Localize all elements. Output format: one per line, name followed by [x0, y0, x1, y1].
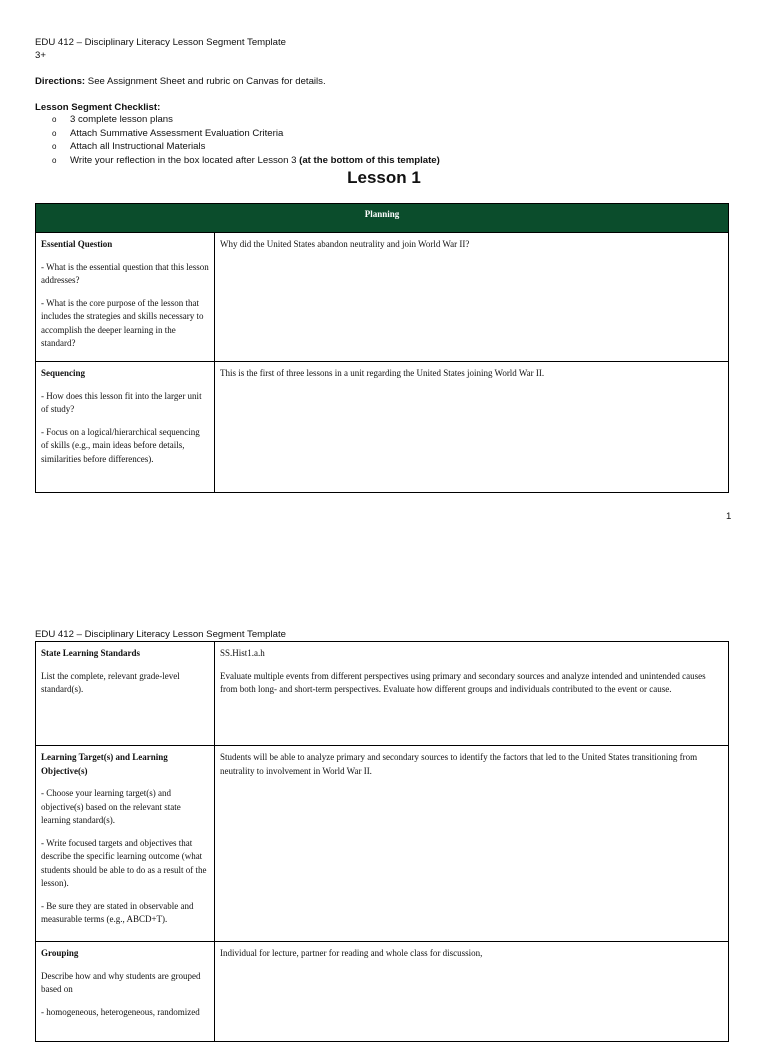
table-row [36, 942, 729, 1042]
directions-label: Directions: [35, 76, 86, 87]
document-header [35, 36, 286, 62]
document-title: EDU 412 – Disciplinary Literacy Lesson Segment Template [35, 37, 286, 48]
standard-text: Evaluate multiple events from different perspectives using primary and secondary sources and analyze intended and unintended causes from both long- and short-term perspectives. Evaluate how different groups and individuals contributed to the event or cause. [220, 670, 706, 694]
planning-table [35, 203, 729, 493]
standard-code: SS.Hist1.a.h [220, 648, 265, 658]
list-item: o 3 complete lesson plans [52, 114, 173, 125]
row-label: Grouping [41, 948, 79, 958]
row-label-cell [36, 362, 215, 493]
row-prompt: - What is the core purpose of the lesson that includes the strategies and skills necessary to accomplish the deeper learning in the standard? [41, 297, 204, 348]
table-row [36, 233, 729, 362]
row-content[interactable]: Students will be able to analyze primary and secondary sources to identify the factors that led to the United States transitioning from neutrality to involvement in World War II. [215, 746, 729, 942]
row-label: Sequencing [41, 368, 86, 378]
list-item: o Write your reflection in the box located after Lesson 3 (at the bottom of this template) [52, 154, 440, 166]
directions-text: See Assignment Sheet and rubric on Canvas for details. [85, 76, 326, 87]
row-prompt: Describe how and why students are grouped based on [41, 970, 201, 994]
lesson-title: Lesson 1 [347, 168, 421, 187]
row-content-cell[interactable] [215, 642, 729, 746]
list-item: o Attach all Instructional Materials [52, 141, 206, 152]
row-content[interactable]: This is the first of three lessons in a unit regarding the United States joining World War II. [215, 362, 729, 493]
row-label: Learning Target(s) and Learning Objective(s) [41, 752, 168, 776]
page2-header: EDU 412 – Disciplinary Literacy Lesson Segment Template [35, 629, 286, 640]
row-prompt: - How does this lesson fit into the larger unit of study? [41, 390, 202, 414]
bullet-icon: o [52, 142, 57, 151]
table-row [36, 362, 729, 493]
row-prompt: - Write focused targets and objectives that describe the specific learning outcome (what students should be able to do as a result of the lesson). [41, 837, 207, 888]
row-prompt: - What is the essential question that this lesson addresses? [41, 261, 209, 285]
standards-table [35, 641, 729, 1042]
row-prompt: - Be sure they are stated in observable and measurable terms (e.g., ABCD+T). [41, 900, 194, 924]
page-number: 1 [726, 511, 732, 522]
row-label-cell [36, 642, 215, 746]
row-content[interactable]: Individual for lecture, partner for reading and whole class for discussion, [215, 942, 729, 1042]
row-label-cell [36, 942, 215, 1042]
planning-header: Planning [36, 204, 729, 233]
directions [35, 76, 326, 87]
bullet-icon: o [52, 115, 57, 124]
document-subtitle: 3+ [35, 50, 46, 61]
row-prompt: - Choose your learning target(s) and objective(s) based on the relevant state learning standard(s). [41, 788, 181, 825]
row-label: State Learning Standards [41, 648, 141, 658]
row-label: Essential Question [41, 239, 113, 249]
bullet-icon: o [52, 128, 57, 138]
bullet-icon: o [52, 155, 57, 165]
row-label-cell [36, 746, 215, 942]
row-prompt: - homogeneous, heterogeneous, randomized [41, 1006, 200, 1017]
table-row [36, 746, 729, 942]
row-content[interactable]: Why did the United States abandon neutrality and join World War II? [215, 233, 729, 362]
row-prompt: List the complete, relevant grade-level standard(s). [41, 670, 180, 694]
row-label-cell [36, 233, 215, 362]
row-prompt: - Focus on a logical/hierarchical sequencing of skills (e.g., main ideas before details, similarities before differences). [41, 426, 200, 464]
checklist [52, 113, 440, 167]
checklist-title: Lesson Segment Checklist: [35, 102, 161, 113]
list-item: o Attach Summative Assessment Evaluation Criteria [52, 127, 284, 139]
table-row [36, 642, 729, 746]
